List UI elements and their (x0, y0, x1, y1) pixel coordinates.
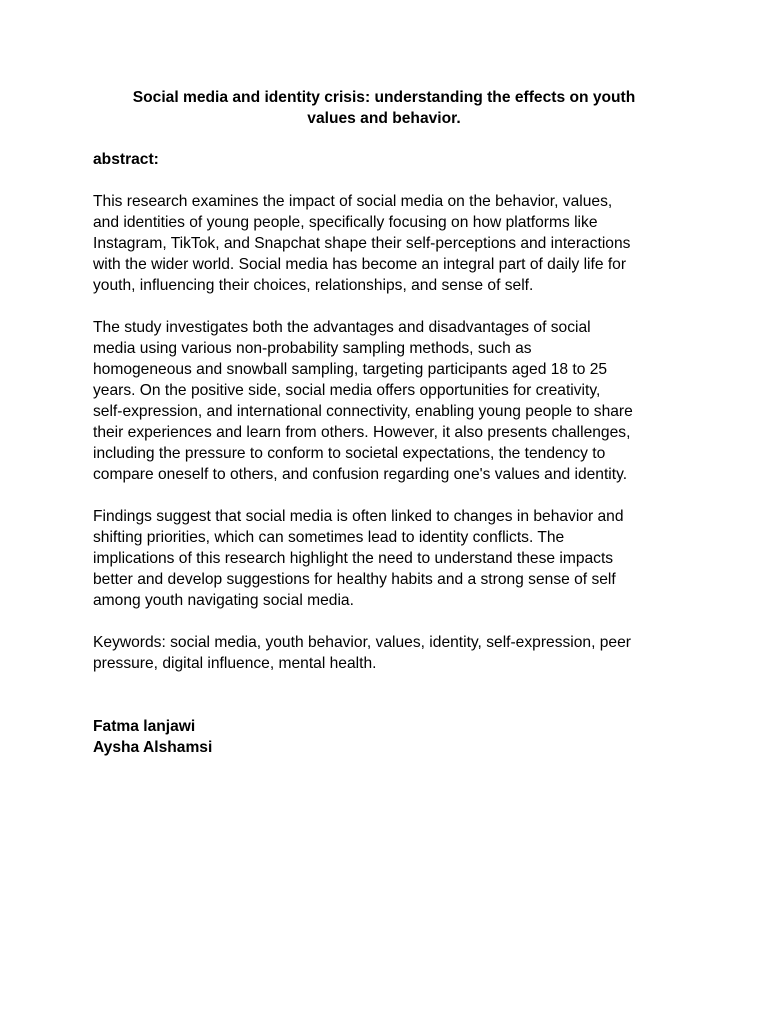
text-line: media using various non-probability sampling methods, such as (93, 340, 532, 357)
text-line: Findings suggest that social media is often linked to changes in behavior and (93, 508, 624, 525)
text-line: Instagram, TikTok, and Snapchat shape their self-perceptions and interactions (93, 235, 631, 252)
abstract-paragraph-3 (93, 506, 675, 611)
text-line: pressure, digital influence, mental health. (93, 655, 377, 672)
text-line: and identities of young people, specifically focusing on how platforms like (93, 214, 598, 231)
keywords-paragraph (93, 632, 675, 674)
text-line: Keywords: social media, youth behavior, values, identity, self-expression, peer (93, 634, 631, 651)
text-line: better and develop suggestions for healthy habits and a strong sense of self (93, 571, 616, 588)
title-line: values and behavior. (307, 110, 461, 127)
text-line: years. On the positive side, social media offers opportunities for creativity, (93, 382, 601, 399)
text-line: among youth navigating social media. (93, 592, 354, 609)
text-line: their experiences and learn from others. However, it also presents challenges, (93, 424, 631, 441)
abstract-paragraph-2 (93, 317, 675, 485)
author-name: Aysha Alshamsi (93, 739, 213, 756)
author-list (93, 716, 675, 758)
text-line: including the pressure to conform to societal expectations, the tendency to (93, 445, 606, 462)
text-line: This research examines the impact of social media on the behavior, values, (93, 193, 613, 210)
text-line: youth, influencing their choices, relationships, and sense of self. (93, 277, 534, 294)
text-line: shifting priorities, which can sometimes lead to identity conflicts. The (93, 529, 565, 546)
author-name: Fatma lanjawi (93, 718, 196, 735)
document-title (93, 87, 675, 129)
text-line: The study investigates both the advantages and disadvantages of social (93, 319, 591, 336)
text-line: with the wider world. Social media has become an integral part of daily life for (93, 256, 627, 273)
text-line: homogeneous and snowball sampling, targeting participants aged 18 to 25 (93, 361, 608, 378)
text-line: implications of this research highlight the need to understand these impacts (93, 550, 614, 567)
abstract-heading: abstract: (93, 151, 159, 168)
abstract-paragraph-1 (93, 191, 675, 296)
text-line: self-expression, and international connectivity, enabling young people to share (93, 403, 633, 420)
title-line: Social media and identity crisis: understanding the effects on youth (132, 89, 636, 106)
text-line: compare oneself to others, and confusion regarding one's values and identity. (93, 466, 628, 483)
